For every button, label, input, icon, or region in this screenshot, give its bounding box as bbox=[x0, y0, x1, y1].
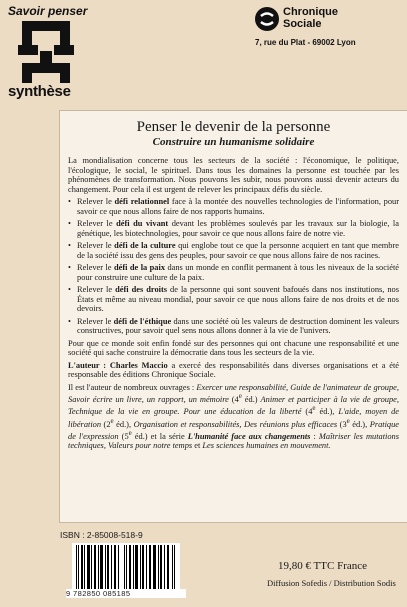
series-title: Savoir penser bbox=[8, 4, 88, 18]
conclusion-paragraph: Pour que ce monde soit enfin fondé sur des personnes qui ont chacune une responsabilité et une société qui sache construire la démocratie dans tous les secteurs de la vie. bbox=[68, 338, 399, 357]
author-label: L'auteur : Charles Maccio bbox=[68, 360, 168, 370]
challenge-item: • Relever le défi du vivant devant les problèmes soulevés par les travaux sur la biologie, la génétique, les biotechnologies, pour savoir ce que nous allons faire de notre vie. bbox=[68, 219, 399, 238]
series-subtitle: synthèse bbox=[8, 83, 71, 100]
price: 19,80 € TTC France bbox=[278, 560, 368, 572]
back-cover-panel bbox=[59, 110, 407, 523]
publisher-name-line2: Sociale bbox=[283, 18, 322, 30]
barcode-digits: 9 782850 085185 bbox=[66, 589, 186, 598]
series-logo bbox=[18, 21, 74, 83]
distribution-info: Diffusion Sofedis / Distribution Sodis bbox=[267, 578, 396, 588]
book-title: Penser le devenir de la personne bbox=[136, 119, 331, 135]
isbn-label: ISBN : 2-85008-518-9 bbox=[60, 530, 143, 540]
challenge-item: • Relever le défi de l'éthique dans une société où les valeurs de destruction dominent les valeurs constructives, pour savoir quel sens nous allons donner à la vie de l'univers. bbox=[68, 316, 399, 335]
publisher-name bbox=[283, 6, 338, 30]
challenge-item: • Relever le défi de la culture qui englobe tout ce que la personne acquiert en tant que membre de la société issu des gens des peuples, pour savoir ce que nous allons faire de nos racines. bbox=[68, 241, 399, 260]
author-paragraph: L'auteur : Charles Maccio a exercé des responsabilités dans diverses organisations et a été responsable des éditions Chronique Sociale. bbox=[68, 360, 399, 379]
book-subtitle: Construire un humanisme solidaire bbox=[152, 136, 315, 148]
publisher-name-line1: Chronique bbox=[283, 6, 338, 18]
challenge-item: • Relever le défi relationnel face à la montée des nouvelles technologies de l'information, pour savoir ce que nous allons faire de nos rapports humains. bbox=[68, 197, 399, 216]
publisher-address: 7, rue du Plat - 69002 Lyon bbox=[255, 38, 356, 47]
publisher-logo-icon bbox=[255, 7, 279, 31]
challenge-item: • Relever le défi des droits de la personne qui sont souvent bafoués dans nos institutions, nos États et même au niveau mondial, pour savoir ce que nous allons faire de nos droits et de nos devoirs. bbox=[68, 285, 400, 313]
intro-paragraph: La mondialisation concerne tous les secteurs de la société : l'économique, le politique, l'écologique, le social, le spirituel. Dans tous les domaines la personne est touchée par les phénomènes de transformation. Nous pouvons les subir, nous pouvons aussi devenir acteurs du changement. Pour cela il est urgent de relever les principaux défis du siècle. bbox=[68, 156, 399, 194]
challenge-item: • Relever le défi de la paix dans un monde en conflit permanent à tous les niveaux de la société pour construire une culture de la paix. bbox=[68, 263, 399, 282]
works-paragraph: Il est l'auteur de nombreux ouvrages : Exercer une responsabilité, Guide de l'animateur de groupe, Savoir écrire un livre, un rapport, un mémoire (4e éd.) Animer et participer à la vie de groupe, Technique de la vie en groupe. Pour une éducation de la liberté (4e éd.), L'aide, moyen de libération (2e éd.), Organisation et responsabilités, Des réunions plus efficaces (3e éd.), Pratique de l'expression (5e éd.) et la série L'humanité face aux changements : Maîtriser les mutations techniques, Valeurs pour notre temps et Les sciences humaines en mouvement. bbox=[68, 382, 400, 451]
blurb-body bbox=[68, 156, 399, 451]
